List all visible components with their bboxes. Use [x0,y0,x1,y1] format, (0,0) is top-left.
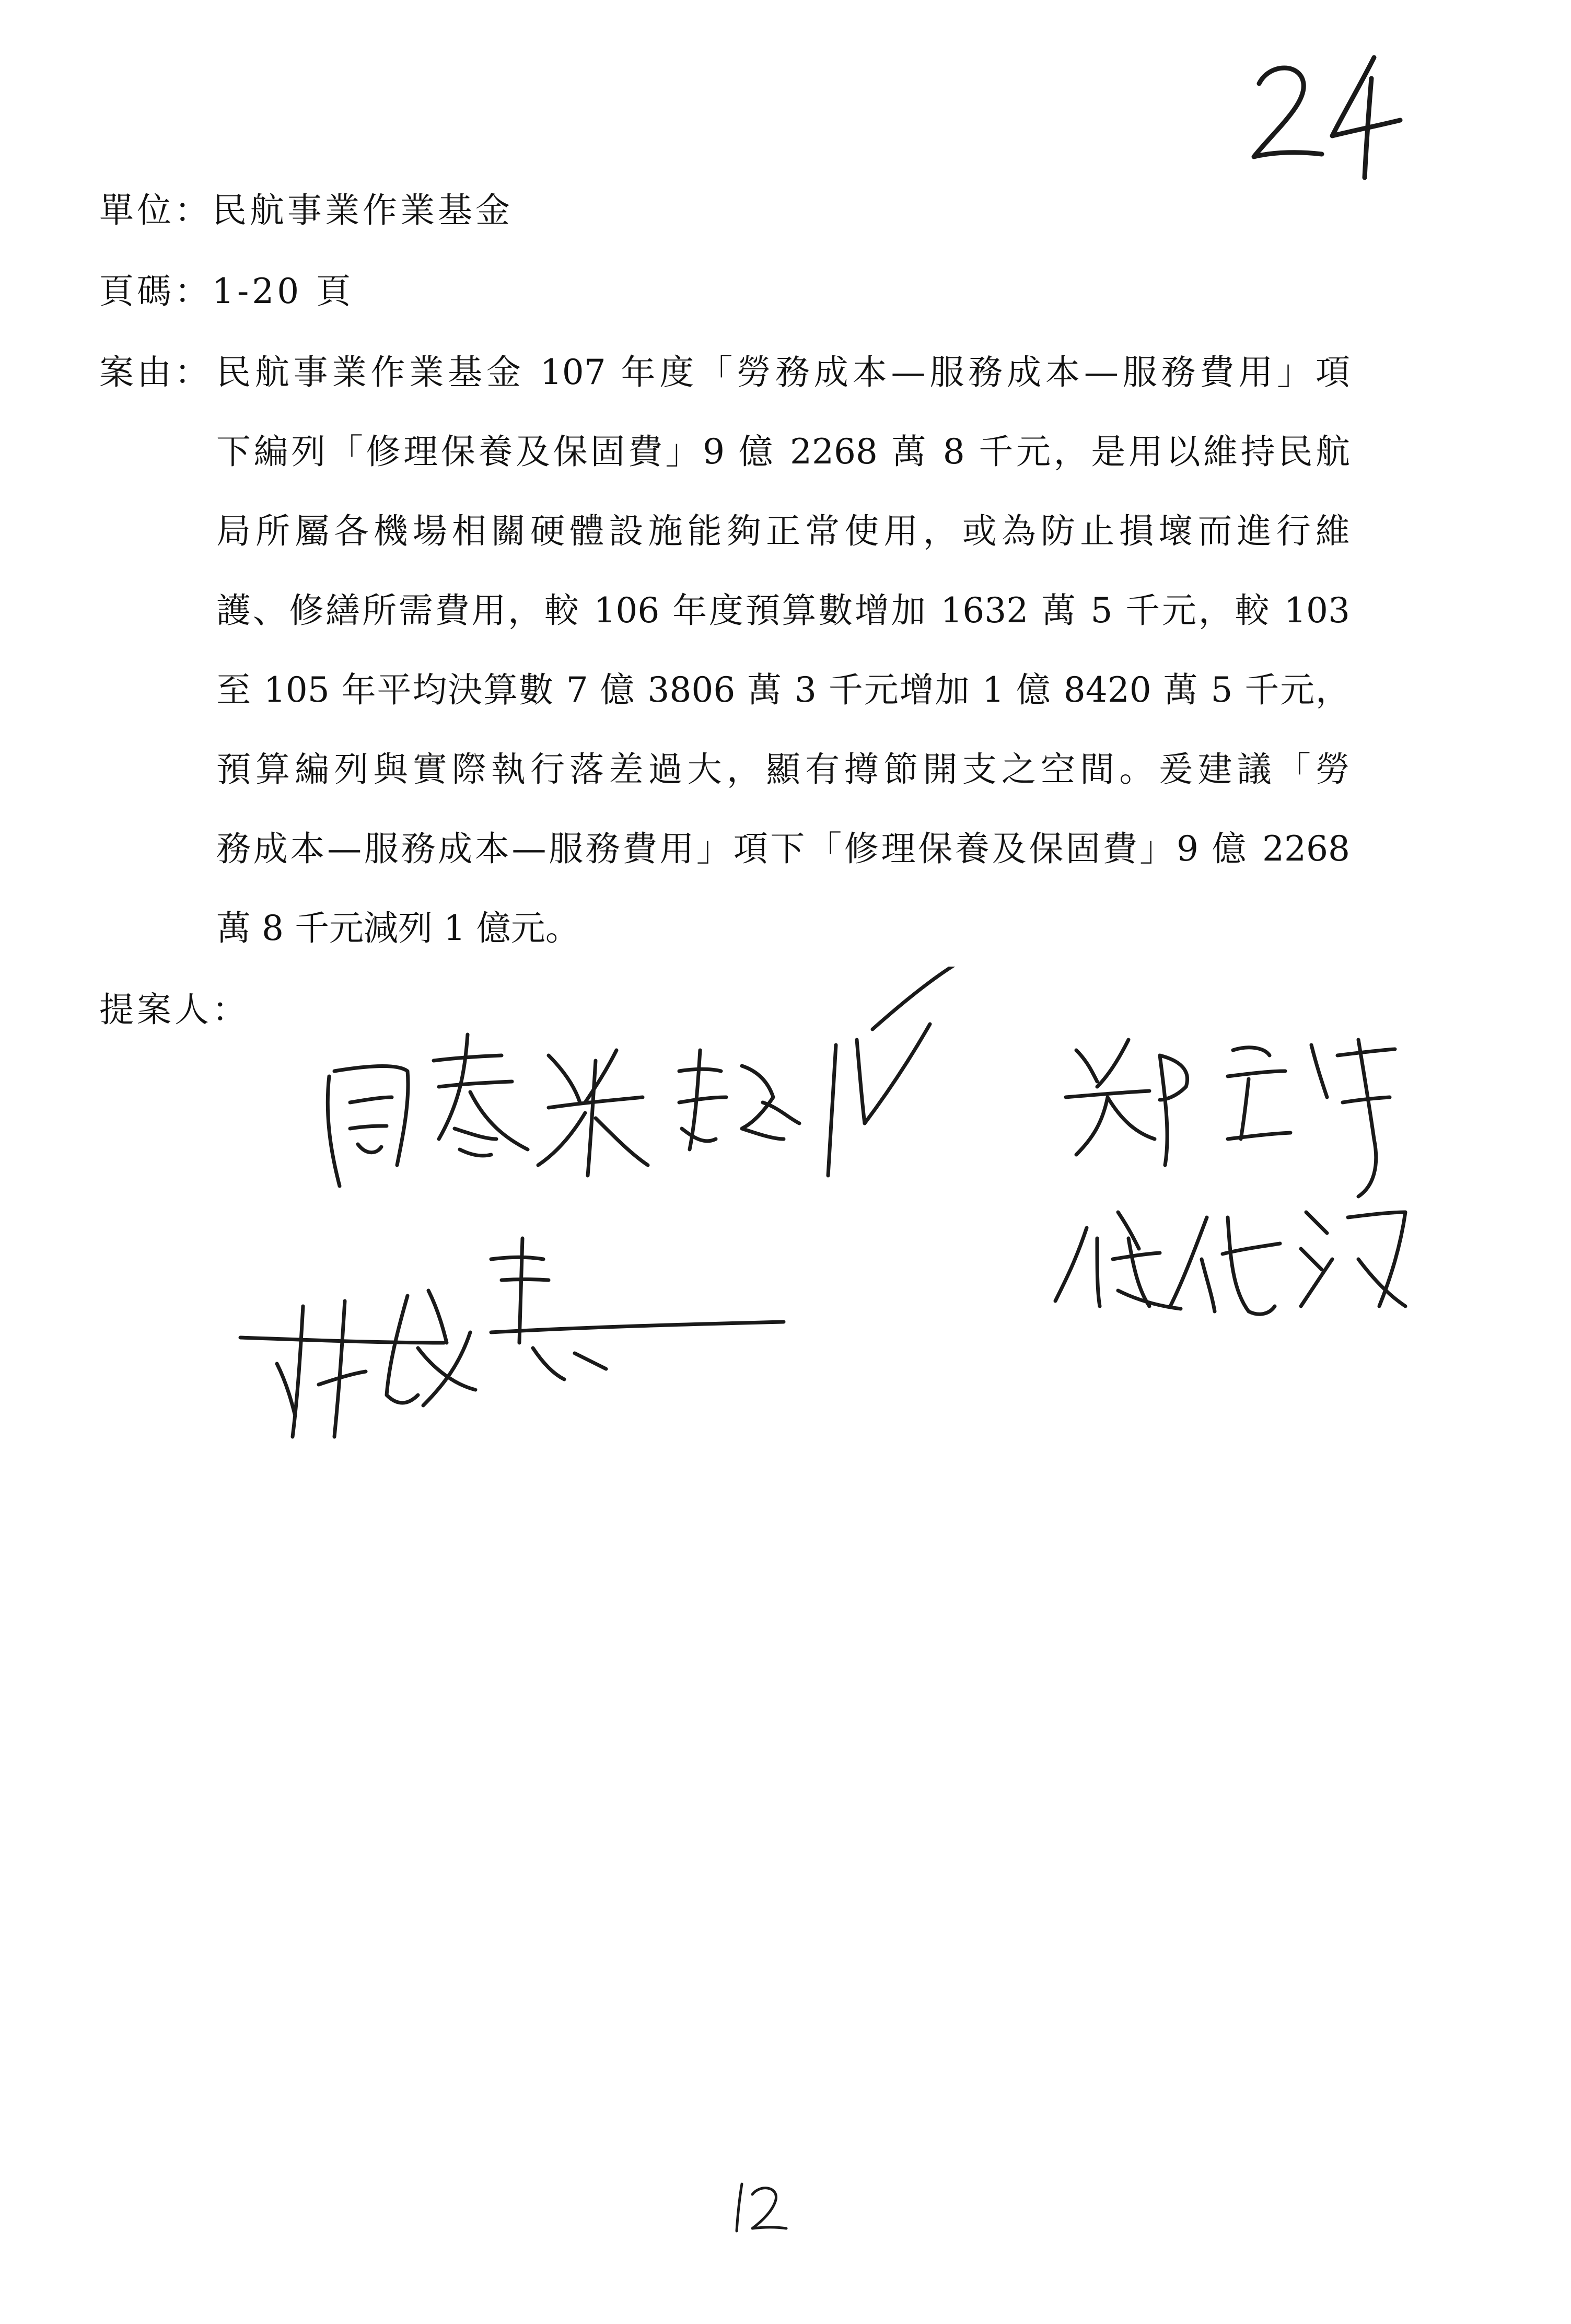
case-label: 案由： [99,352,212,392]
unit-value: 民航事業作業基金 [212,190,513,230]
signatures-area [209,967,1411,1515]
handwritten-digit-2 [1254,68,1322,157]
handwritten-digit-1 [737,2184,742,2231]
handwritten-digit-2 [752,2188,786,2228]
case-line: 務成本—服務成本—服務費用」項下「修理保養及保固費」9 億 2268 [216,829,1350,869]
page-value: 1-20 頁 [212,271,354,311]
case-line: 預算編列與實際執行落差過大，顯有撙節開支之空間。爰建議「勞 [216,749,1350,789]
case-line: 至 105 年平均決算數 7 億 3806 萬 3 千元增加 1 億 8420 萬 5 千元， [216,670,1350,710]
handwritten-number-24 [1243,47,1411,183]
page-label: 頁碼： [99,271,212,311]
case-line: 護、修繕所需費用，較 106 年度預算數增加 1632 萬 5 千元，較 103 [216,590,1350,631]
page-row [99,271,354,311]
signature-4 [1055,1212,1405,1314]
case-line: 萬 8 千元減列 1 億元。 [216,908,580,948]
case-line: 下編列「修理保養及保固費」9 億 2268 萬 8 千元，是用以維持民航 [216,432,1350,472]
signature-3 [1066,1040,1395,1196]
unit-label: 單位： [99,190,212,230]
signature-2 [679,967,993,1176]
signature-5 [240,1238,784,1437]
case-line: 民航事業作業基金 107 年度「勞務成本—服務成本—服務費用」項 [216,352,1350,392]
handwritten-page-number-12 [726,2179,789,2236]
case-label-row [99,352,212,392]
handwritten-digit-4 [1332,57,1400,178]
signature-1 [328,1035,648,1186]
proposer-label: 提案人： [99,990,250,1030]
case-line: 局所屬各機場相關硬體設施能夠正常使用，或為防止損壞而進行維 [216,511,1350,551]
unit-row [99,190,513,230]
case-body [216,352,1350,991]
